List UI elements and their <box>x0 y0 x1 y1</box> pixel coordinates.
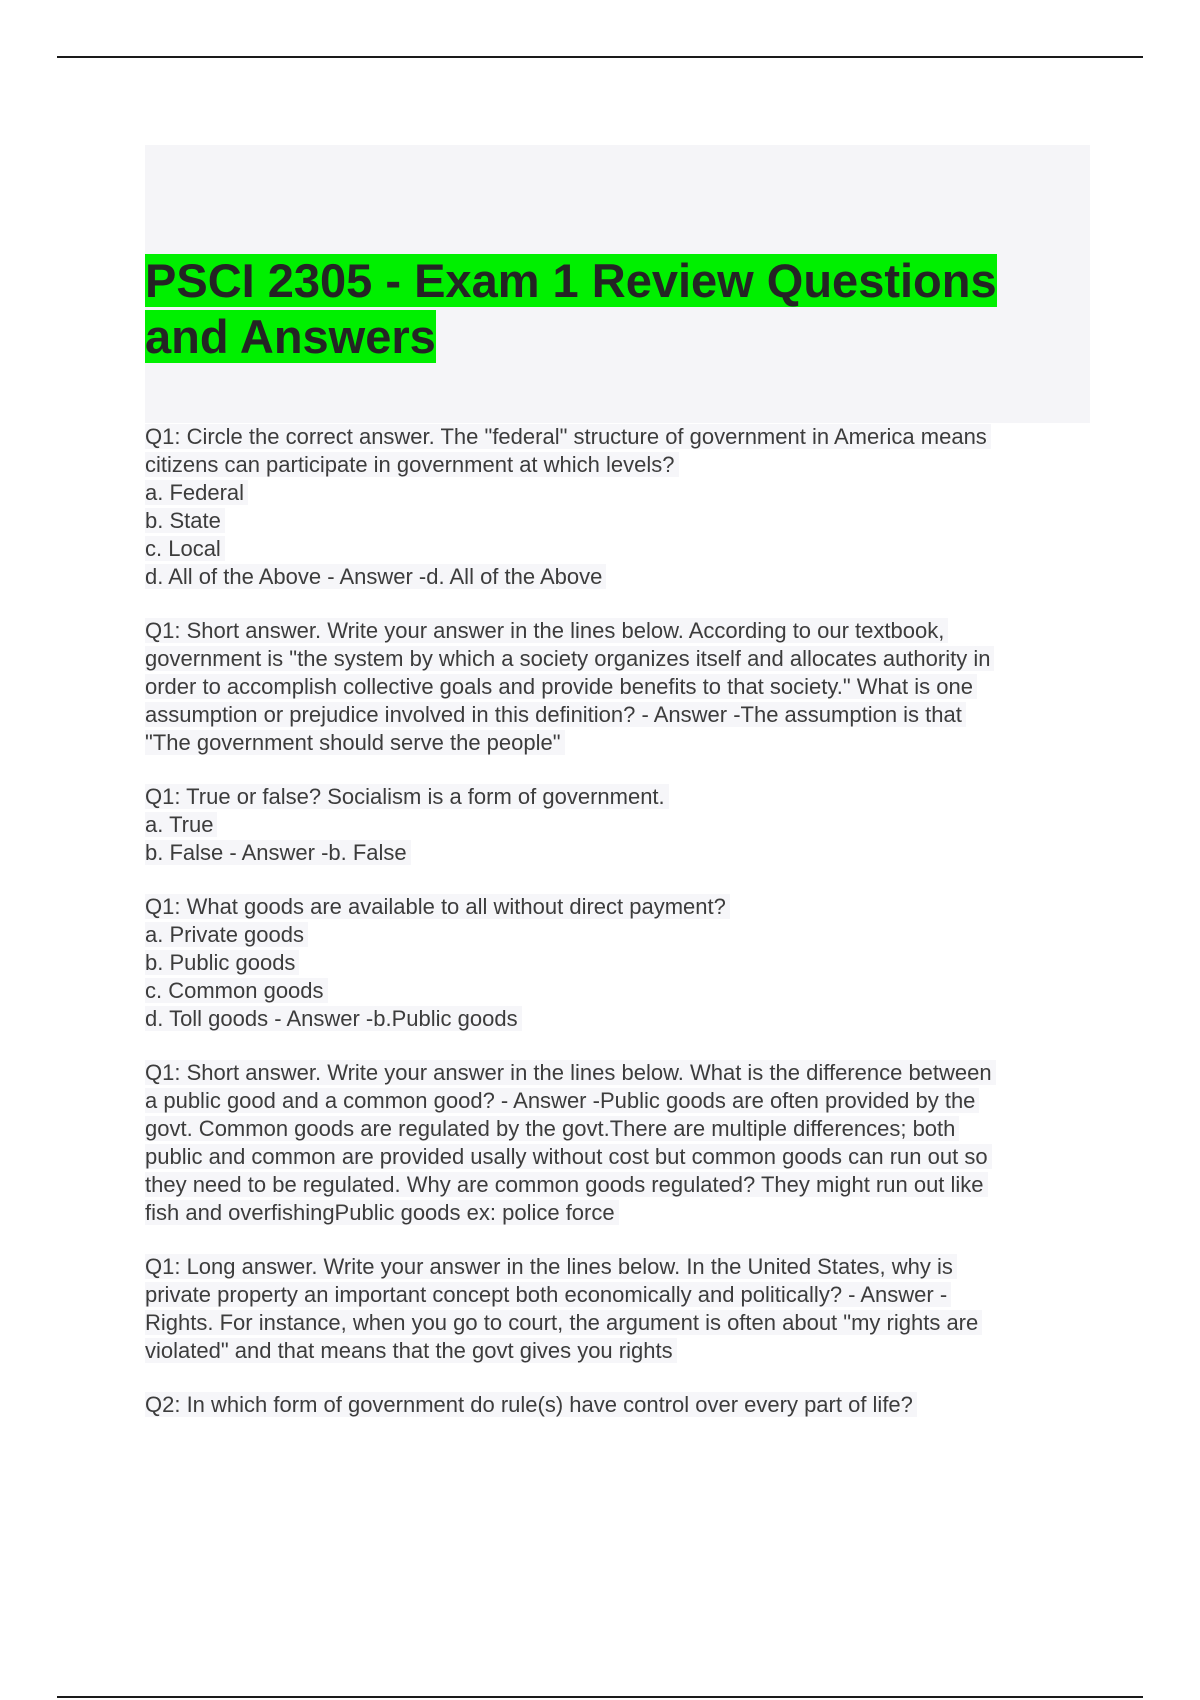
text-line: a. True <box>145 811 1085 839</box>
text-line: c. Common goods <box>145 977 1085 1005</box>
text-line: private property an important concept both economically and politically? - Answer - <box>145 1281 1085 1309</box>
text-line: Q1: Circle the correct answer. The "federal" structure of government in America means <box>145 423 1085 451</box>
text-line: b. Public goods <box>145 949 1085 977</box>
text-line: Q1: What goods are available to all without direct payment? <box>145 893 1085 921</box>
text-line: b. False - Answer -b. False <box>145 839 1085 867</box>
question-block <box>145 1391 1085 1419</box>
text-line: a public good and a common good? - Answer -Public goods are often provided by the <box>145 1087 1085 1115</box>
text-line: violated" and that means that the govt gives you rights <box>145 1337 1085 1365</box>
text-line: Q2: In which form of government do rule(s) have control over every part of life? <box>145 1391 1085 1419</box>
question-block <box>145 893 1085 1033</box>
question-block <box>145 1059 1085 1227</box>
text-line: Q1: Long answer. Write your answer in the lines below. In the United States, why is <box>145 1253 1085 1281</box>
question-block <box>145 617 1085 757</box>
text-line: d. Toll goods - Answer -b.Public goods <box>145 1005 1085 1033</box>
text-line: govt. Common goods are regulated by the govt.There are multiple differences; both <box>145 1115 1085 1143</box>
question-block <box>145 1253 1085 1365</box>
header-rule <box>57 56 1143 58</box>
page-title <box>145 253 1045 365</box>
question-block <box>145 783 1085 867</box>
question-list <box>145 423 1085 1445</box>
text-line: "The government should serve the people" <box>145 729 1085 757</box>
question-block <box>145 423 1085 591</box>
text-line: a. Federal <box>145 479 1085 507</box>
text-line: order to accomplish collective goals and provide benefits to that society." What is one <box>145 673 1085 701</box>
footer-rule <box>57 1696 1143 1698</box>
text-line: they need to be regulated. Why are common goods regulated? They might run out like <box>145 1171 1085 1199</box>
title-line-1: PSCI 2305 - Exam 1 Review Questions <box>145 254 997 307</box>
text-line: citizens can participate in government at which levels? <box>145 451 1085 479</box>
text-line: a. Private goods <box>145 921 1085 949</box>
text-line: public and common are provided usally without cost but common goods can run out so <box>145 1143 1085 1171</box>
text-line: b. State <box>145 507 1085 535</box>
text-line: d. All of the Above - Answer -d. All of the Above <box>145 563 1085 591</box>
text-line: assumption or prejudice involved in this definition? - Answer -The assumption is that <box>145 701 1085 729</box>
text-line: c. Local <box>145 535 1085 563</box>
text-line: Q1: Short answer. Write your answer in the lines below. What is the difference between <box>145 1059 1085 1087</box>
title-line-2: and Answers <box>145 310 436 363</box>
text-line: government is "the system by which a society organizes itself and allocates authority in <box>145 645 1085 673</box>
text-line: Q1: Short answer. Write your answer in the lines below. According to our textbook, <box>145 617 1085 645</box>
text-line: fish and overfishingPublic goods ex: police force <box>145 1199 1085 1227</box>
text-line: Rights. For instance, when you go to court, the argument is often about "my rights are <box>145 1309 1085 1337</box>
text-line: Q1: True or false? Socialism is a form of government. <box>145 783 1085 811</box>
